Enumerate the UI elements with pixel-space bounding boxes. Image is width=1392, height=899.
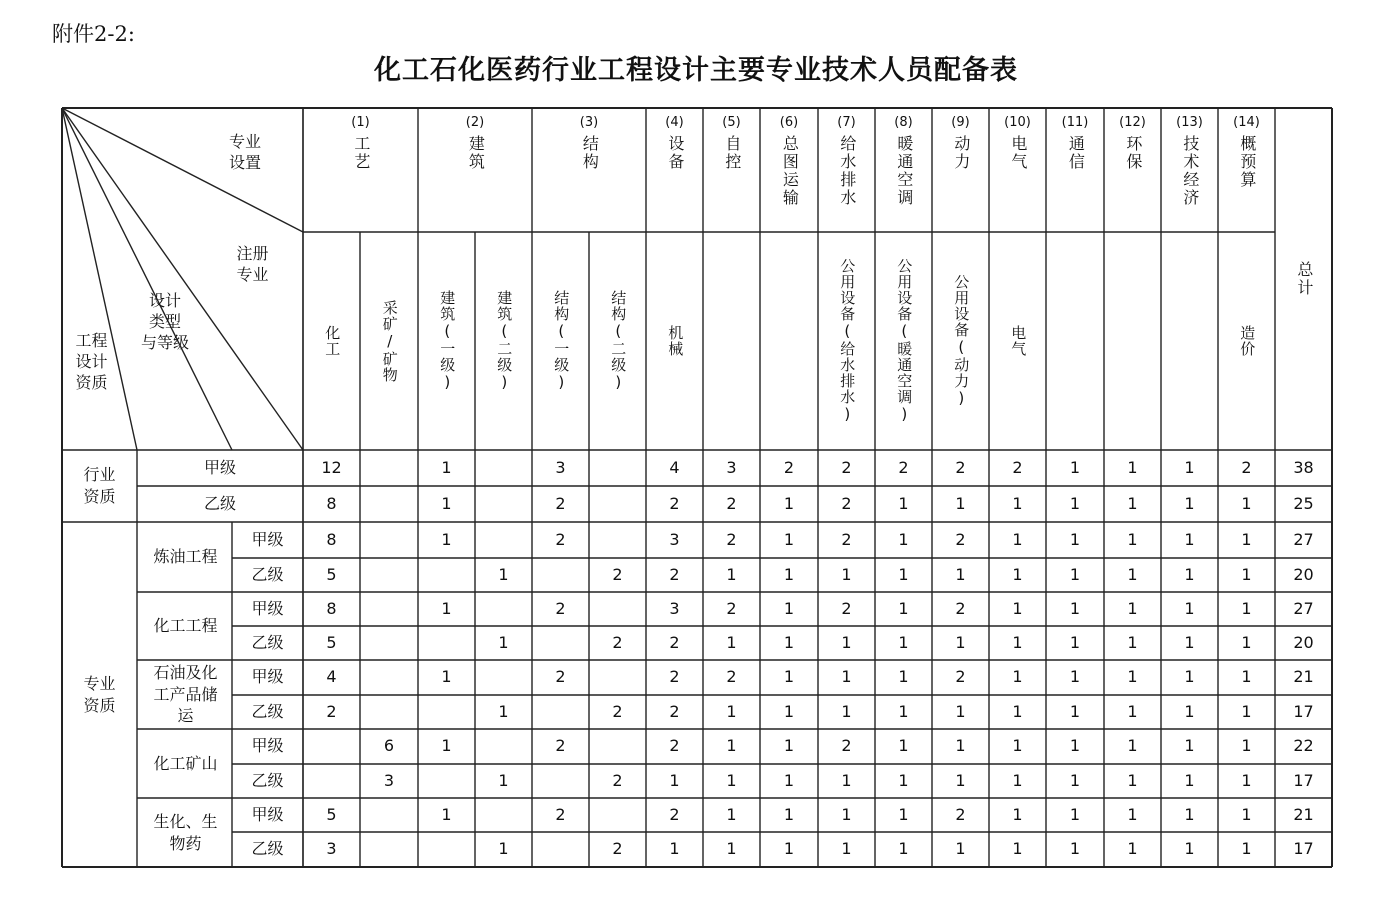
table-cell: 1 xyxy=(841,667,852,687)
table-cell: 1 xyxy=(726,564,737,584)
table-cell: 1 xyxy=(1241,770,1252,790)
specialty-header xyxy=(1104,108,1161,232)
table-cell: 2 xyxy=(955,598,966,618)
row-total: 20 xyxy=(1293,564,1314,584)
specialty-header xyxy=(303,108,418,232)
corner-label-specialty: 专业 设置 xyxy=(228,132,261,172)
table-cell: 1 xyxy=(1184,667,1195,687)
table-cell: 1 xyxy=(441,736,452,756)
grade-label: 乙级 xyxy=(251,564,284,584)
table-cell: 1 xyxy=(498,564,509,584)
table-cell: 1 xyxy=(1127,564,1138,584)
table-cell: 1 xyxy=(1241,667,1252,687)
table-cell: 1 xyxy=(1012,839,1023,859)
registered-specialty xyxy=(760,232,818,450)
subgroup-label: 石油及化工产品储运 xyxy=(153,663,218,726)
specialty-number: (7) xyxy=(837,115,856,130)
table-cell: 1 xyxy=(1127,632,1138,652)
specialty-number: (11) xyxy=(1061,115,1089,130)
specialty-name: 建筑 xyxy=(466,135,486,171)
table-cell: 2 xyxy=(555,598,566,618)
table-cell: 1 xyxy=(1012,529,1023,549)
table-cell: 2 xyxy=(1241,457,1252,477)
specialty-name: 电气 xyxy=(1008,135,1028,171)
table-cell: 1 xyxy=(898,804,909,824)
specialty-number: (10) xyxy=(1004,115,1031,130)
specialty-header xyxy=(989,108,1046,232)
table-cell: 1 xyxy=(1069,564,1081,584)
table-cell: 1 xyxy=(955,736,966,756)
table-cell: 1 xyxy=(955,493,966,513)
specialty-name: 结构 xyxy=(580,135,600,171)
table-cell: 1 xyxy=(1069,457,1081,477)
table-cell: 2 xyxy=(669,493,680,513)
table-cell: 1 xyxy=(783,632,795,652)
corner-label-qualification: 工程 设计 资质 xyxy=(75,331,108,392)
table-cell: 1 xyxy=(498,839,509,859)
table-cell: 1 xyxy=(1127,457,1138,477)
specialty-header xyxy=(1161,108,1218,232)
table-cell: 1 xyxy=(726,736,737,756)
table-cell: 1 xyxy=(841,804,852,824)
table-cell: 1 xyxy=(1012,804,1023,824)
registered-specialty xyxy=(1161,232,1218,450)
table-cell: 2 xyxy=(841,529,852,549)
table-cell: 1 xyxy=(726,839,737,859)
table-cell: 1 xyxy=(841,770,852,790)
table-cell: 1 xyxy=(1184,770,1195,790)
table-cell: 2 xyxy=(1012,457,1023,477)
row-total: 27 xyxy=(1293,529,1314,549)
table-cell: 2 xyxy=(555,804,566,824)
specialty-header xyxy=(418,108,532,232)
subgroup-label: 化工工程 xyxy=(153,616,218,636)
table-cell: 2 xyxy=(726,667,737,687)
table-cell: 1 xyxy=(841,701,852,721)
table-cell: 1 xyxy=(441,667,452,687)
registered-specialty: 建筑(二级) xyxy=(495,290,514,392)
table-cell: 2 xyxy=(955,667,966,687)
specialty-name: 通信 xyxy=(1066,135,1086,171)
specialty-header xyxy=(760,108,818,232)
table-cell: 2 xyxy=(669,701,680,721)
table-cell: 1 xyxy=(498,701,509,721)
table-cell: 1 xyxy=(1241,564,1252,584)
table-cell: 1 xyxy=(1012,564,1023,584)
table-cell: 12 xyxy=(321,457,342,477)
table-cell: 1 xyxy=(1127,770,1138,790)
table-cell: 8 xyxy=(326,598,337,618)
table-cell: 2 xyxy=(555,529,566,549)
table-cell: 1 xyxy=(1127,804,1138,824)
specialty-number: (14) xyxy=(1233,115,1260,130)
grade-label: 甲级 xyxy=(251,804,284,824)
table-cell: 6 xyxy=(383,736,395,756)
registered-specialty: 结构(二级) xyxy=(609,290,628,392)
table-cell: 2 xyxy=(612,564,623,584)
table-cell: 5 xyxy=(326,804,337,824)
table-cell: 1 xyxy=(1069,598,1081,618)
specialty-number: (2) xyxy=(465,115,485,130)
registered-specialty: 造价 xyxy=(1238,325,1257,357)
table-cell: 1 xyxy=(955,632,966,652)
table-cell: 1 xyxy=(898,701,909,721)
row-total: 21 xyxy=(1293,804,1314,824)
table-cell: 1 xyxy=(1241,839,1252,859)
attachment-label: 附件2-2: xyxy=(52,22,135,46)
table-cell: 8 xyxy=(326,529,337,549)
table-cell: 1 xyxy=(1184,564,1195,584)
specialty-number: (3) xyxy=(579,115,599,130)
table-cell: 1 xyxy=(898,632,909,652)
table-cell: 3 xyxy=(326,839,337,859)
table-cell: 1 xyxy=(1241,529,1252,549)
table-cell: 1 xyxy=(783,667,795,687)
table-cell: 1 xyxy=(783,736,795,756)
table-cell: 1 xyxy=(1069,493,1081,513)
table-cell: 1 xyxy=(898,564,909,584)
table-cell: 1 xyxy=(898,770,909,790)
table-cell: 2 xyxy=(555,736,566,756)
specialty-name: 给水排水 xyxy=(837,135,857,207)
specialty-number: (9) xyxy=(951,115,970,130)
table-cell: 1 xyxy=(1069,736,1081,756)
table-cell: 2 xyxy=(841,493,852,513)
table-cell: 1 xyxy=(898,736,909,756)
table-cell: 1 xyxy=(1184,701,1195,721)
table-cell: 1 xyxy=(726,770,737,790)
table-cell: 1 xyxy=(1127,736,1138,756)
table-cell: 1 xyxy=(1069,667,1081,687)
table-cell: 1 xyxy=(783,529,795,549)
specialty-header xyxy=(532,108,646,232)
table-cell: 1 xyxy=(1184,839,1195,859)
table-cell: 1 xyxy=(726,701,737,721)
table-cell: 1 xyxy=(898,493,909,513)
table-cell: 1 xyxy=(898,839,909,859)
table-cell: 8 xyxy=(326,493,337,513)
table-cell: 1 xyxy=(955,839,966,859)
table-cell: 1 xyxy=(441,804,452,824)
group-label: 专业资质 xyxy=(83,673,116,715)
table-cell: 1 xyxy=(1184,804,1195,824)
table-cell: 1 xyxy=(1184,457,1195,477)
table-cell: 2 xyxy=(669,667,680,687)
table-cell: 1 xyxy=(1241,493,1252,513)
table-cell: 1 xyxy=(1184,736,1195,756)
table-cell: 2 xyxy=(955,457,966,477)
table-cell: 1 xyxy=(1184,598,1195,618)
table-cell: 4 xyxy=(326,667,337,687)
table-cell: 2 xyxy=(783,457,795,477)
table-cell: 1 xyxy=(783,493,795,513)
table-cell: 1 xyxy=(1012,736,1023,756)
table-cell: 1 xyxy=(783,701,795,721)
specialty-header xyxy=(932,108,989,232)
table-cell: 2 xyxy=(841,457,852,477)
table-cell: 1 xyxy=(1241,804,1252,824)
table-cell: 1 xyxy=(1241,701,1252,721)
table-cell: 1 xyxy=(1069,701,1081,721)
table-cell: 2 xyxy=(669,564,680,584)
row-total: 21 xyxy=(1293,667,1314,687)
table-cell: 1 xyxy=(898,667,909,687)
registered-specialty: 公用设备(给水排水) xyxy=(838,258,857,424)
table-cell: 2 xyxy=(669,804,680,824)
specialty-number: (8) xyxy=(894,115,913,130)
specialty-header xyxy=(1046,108,1104,232)
table-cell: 1 xyxy=(1127,598,1138,618)
table-cell: 3 xyxy=(669,529,680,549)
table-cell: 1 xyxy=(1069,839,1081,859)
table-cell: 1 xyxy=(1184,493,1195,513)
table-cell: 2 xyxy=(669,632,680,652)
row-total: 22 xyxy=(1293,736,1314,756)
table-cell: 2 xyxy=(612,701,623,721)
table-cell: 1 xyxy=(1127,701,1138,721)
table-cell: 2 xyxy=(841,736,852,756)
grade-label: 甲级 xyxy=(251,529,284,549)
registered-specialty: 电气 xyxy=(1009,325,1028,357)
table-cell: 1 xyxy=(955,701,966,721)
grade-label: 乙级 xyxy=(203,493,236,513)
table-cell: 1 xyxy=(1012,598,1023,618)
specialty-name: 技术经济 xyxy=(1180,135,1200,207)
table-cell: 2 xyxy=(955,804,966,824)
registered-specialty xyxy=(703,232,760,450)
registered-specialty: 建筑(一级) xyxy=(438,290,457,392)
subgroup-label: 生化、生物药 xyxy=(153,811,218,853)
table-cell: 2 xyxy=(612,632,623,652)
table-cell: 1 xyxy=(1184,632,1195,652)
table-cell: 1 xyxy=(1069,529,1081,549)
table-cell: 1 xyxy=(1012,632,1023,652)
table-cell: 3 xyxy=(555,457,566,477)
table-cell: 2 xyxy=(726,598,737,618)
specialty-name: 概预算 xyxy=(1237,135,1257,189)
table-cell: 1 xyxy=(1012,701,1023,721)
table-cell: 1 xyxy=(1241,632,1252,652)
table-cell: 2 xyxy=(841,598,852,618)
table-cell: 4 xyxy=(669,457,680,477)
registered-specialty: 公用设备(暖通空调) xyxy=(895,258,914,424)
table-cell: 2 xyxy=(555,667,566,687)
row-total: 38 xyxy=(1293,457,1314,477)
table-cell: 1 xyxy=(955,770,966,790)
registered-specialty: 公用设备(动力) xyxy=(952,274,971,408)
specialty-number: (13) xyxy=(1176,115,1203,130)
registered-specialty: 化工 xyxy=(323,325,342,357)
specialty-name: 暖通空调 xyxy=(894,135,914,207)
table-cell: 1 xyxy=(1069,804,1081,824)
table-cell: 2 xyxy=(955,529,966,549)
row-total: 17 xyxy=(1293,770,1314,790)
table-cell: 1 xyxy=(1069,632,1081,652)
specialty-number: (6) xyxy=(779,115,799,130)
table-cell: 1 xyxy=(841,839,852,859)
grade-label: 甲级 xyxy=(251,667,284,687)
registered-specialty xyxy=(1046,232,1104,450)
table-cell: 2 xyxy=(669,736,680,756)
specialty-name: 动力 xyxy=(951,135,971,171)
grade-label: 乙级 xyxy=(251,632,284,652)
subgroup-label: 炼油工程 xyxy=(153,547,218,567)
group-label: 行业资质 xyxy=(83,465,116,506)
specialty-number: (4) xyxy=(665,115,684,130)
table-cell: 2 xyxy=(612,770,623,790)
table-cell: 1 xyxy=(1012,770,1023,790)
table-cell: 2 xyxy=(612,839,623,859)
table-cell: 1 xyxy=(955,564,966,584)
row-total: 27 xyxy=(1293,598,1314,618)
specialty-header xyxy=(818,108,875,232)
table-cell: 1 xyxy=(1127,529,1138,549)
table-cell: 1 xyxy=(498,770,509,790)
table-cell: 2 xyxy=(326,701,337,721)
grade-label: 乙级 xyxy=(251,701,284,721)
table-cell: 5 xyxy=(326,564,337,584)
table-cell: 1 xyxy=(783,770,795,790)
specialty-header xyxy=(646,108,703,232)
row-total: 20 xyxy=(1293,632,1314,652)
table-cell: 1 xyxy=(1012,667,1023,687)
table-cell: 1 xyxy=(669,839,680,859)
table-cell: 2 xyxy=(726,493,737,513)
table-cell: 1 xyxy=(1127,839,1138,859)
table-cell: 1 xyxy=(441,457,452,477)
corner-label-registered: 注册 专业 xyxy=(236,244,269,284)
specialty-number: (1) xyxy=(351,115,370,130)
table-cell: 3 xyxy=(669,598,680,618)
specialty-name: 环保 xyxy=(1123,135,1143,171)
specialty-number: (12) xyxy=(1119,115,1146,130)
specialty-header xyxy=(875,108,932,232)
specialty-name: 总图运输 xyxy=(780,135,800,207)
grade-label: 甲级 xyxy=(251,736,284,756)
row-total: 17 xyxy=(1293,701,1314,721)
row-total: 17 xyxy=(1293,839,1314,859)
table-cell: 1 xyxy=(898,598,909,618)
table-cell: 1 xyxy=(441,598,452,618)
grade-label: 乙级 xyxy=(251,839,284,859)
registered-specialty: 结构(一级) xyxy=(552,290,571,392)
table-cell: 1 xyxy=(1241,736,1252,756)
table-cell: 1 xyxy=(726,804,737,824)
table-cell: 1 xyxy=(841,564,852,584)
grade-label: 甲级 xyxy=(203,457,236,477)
grade-label: 乙级 xyxy=(251,770,284,790)
table-cell: 1 xyxy=(441,529,452,549)
page-title: 化工石化医药行业工程设计主要专业技术人员配备表 xyxy=(374,55,1018,86)
table-cell: 1 xyxy=(898,529,909,549)
specialty-header xyxy=(703,108,760,232)
table-cell: 2 xyxy=(555,493,566,513)
registered-specialty xyxy=(1104,232,1161,450)
table-cell: 1 xyxy=(669,770,680,790)
table-cell: 1 xyxy=(783,804,795,824)
row-total: 25 xyxy=(1293,493,1314,513)
table-cell: 1 xyxy=(1184,529,1195,549)
specialty-header xyxy=(1218,108,1275,232)
table-cell: 3 xyxy=(726,457,737,477)
corner-label-design-type: 设计 类型 与等级 xyxy=(140,291,189,352)
subgroup-label: 化工矿山 xyxy=(153,753,218,773)
grade-label: 甲级 xyxy=(251,598,284,618)
table-cell: 1 xyxy=(441,493,452,513)
registered-specialty: 机械 xyxy=(666,325,685,357)
table-cell: 1 xyxy=(1127,667,1138,687)
table-cell: 1 xyxy=(1241,598,1252,618)
table-cell: 1 xyxy=(1012,493,1023,513)
table-cell: 1 xyxy=(1069,770,1081,790)
table-cell: 5 xyxy=(326,632,337,652)
total-header: 总计 xyxy=(1294,261,1314,297)
table-cell: 1 xyxy=(783,564,795,584)
table-cell: 1 xyxy=(783,598,795,618)
specialty-name: 自控 xyxy=(722,135,742,171)
table-cell: 3 xyxy=(383,770,395,790)
table-cell: 2 xyxy=(898,457,909,477)
specialty-number: (5) xyxy=(722,115,741,130)
table-cell: 1 xyxy=(841,632,852,652)
table-cell: 1 xyxy=(498,632,509,652)
table-cell: 1 xyxy=(726,632,737,652)
table-cell: 1 xyxy=(783,839,795,859)
table-cell: 2 xyxy=(726,529,737,549)
table-cell: 1 xyxy=(1127,493,1138,513)
specialty-name: 工艺 xyxy=(351,135,371,171)
specialty-name: 设备 xyxy=(665,135,685,171)
registered-specialty: 采矿/矿物 xyxy=(380,299,399,383)
